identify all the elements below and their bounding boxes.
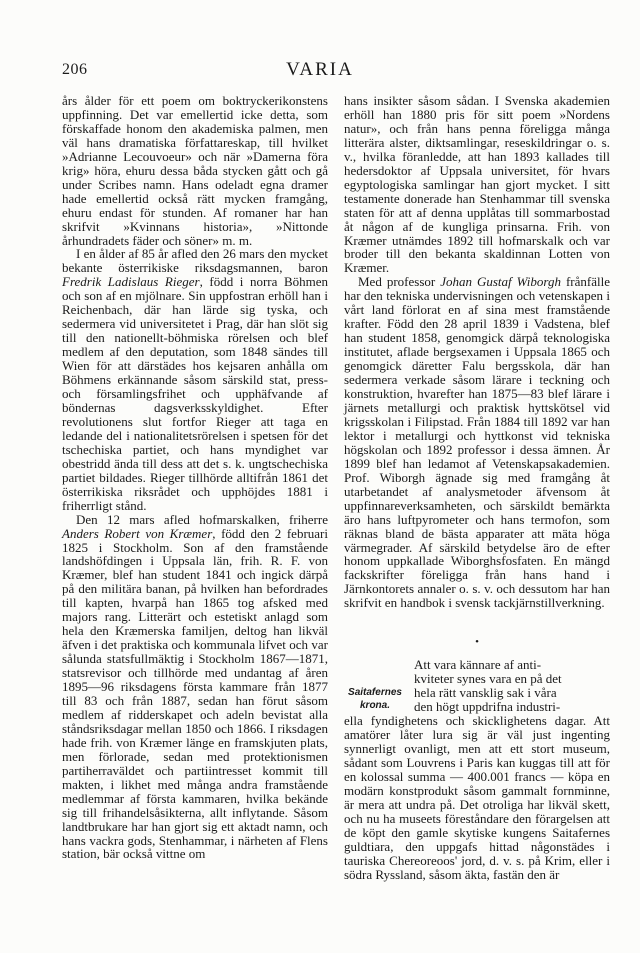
saitafernes-body-text: ella fyndighetens och skicklighetens dagar. Att amatörer låter lura sig är väl just ingenting synnerligt ovanligt, men att ett stort museum, sådant som Louvrens i Paris kan kuggas till att för en kolossal summa — 400.001 francs — köpa en modärn konstprodukt såsom gammalt fornminne, är mera att undra på. Det otroliga har likväl skett, och nu ha museets föreståndare den förargelsen att de köpt den gamle skytiske kungens Saitafernes guldtiara, den uppgafs hittad någonstädes i tauriska Chereoreoos' jord, d. v. s. på Krim, eller i södra Ryssland, såsom äkta, fastän den är: [344, 713, 610, 882]
running-head: VARIA: [286, 59, 354, 80]
paragraph-rieger: [62, 247, 328, 512]
right-column: [344, 94, 610, 882]
rieger-body-text: , född i norra Böhmen och son af en mjölnare. Sin uppfostran erhöll han i Reichenbach, där han lärde sig tyska, och sedermera vid universitetet i Prag, där han slöt sig till den nationellt-böhmiska rörelsen och blef medlem af den deputation, som 1848 sändes till Wien för att därstädes hos kejsaren anhålla om Böhmens erkännande såsom särskild stat, press- och församlingsfrihet och upphäfvande af böndernas dagsverksskyldighet. Efter revolutionens slut fortfor Rieger att taga en ledande del i nationalitetsrörelsen i spetsen för det tschechiska partiet, och hans myndighet var obestridd ända till dess att det s. k. ungtschechiska partiet bildades. Rieger tillhörde alltifrån 1861 det österrikiska riksrådet och upphöjdes 1881 i friherrligt stånd.: [62, 274, 328, 513]
section-separator: •: [475, 636, 479, 649]
paragraph-academy-poem: års ålder för ett poem om boktryckerikonstens uppfinning. Det var emellertid icke detta, som förskaffade honom den akademiska palmen, men väl hans dramatiska författareskap, till hvilket »Adrianne Lecouvoeur» och när »Damerna föra krig» höra, ehuru dessa båda stycken gått och gå under Scribes namn. Hans odeladt egna dramer hade emellertid också rätt mycken framgång, ehuru endast för stunden. Af romaner har han skrifvit »Kvinnans historia», »Nittonde århundradets fäder och söner» m. m.: [62, 93, 328, 248]
narrow-line-4: den högt uppdrifna industri-: [414, 699, 561, 715]
marginal-note: Saitafernes krona.: [348, 687, 402, 711]
kraemer-name: Anders Robert von Kræmer: [62, 525, 213, 541]
narrow-line-2: kviteter synes vara en på det: [414, 671, 562, 687]
kraemer-intro-text: Den 12 mars afled hofmarskalken, friherre: [76, 511, 328, 527]
rieger-intro-text: I en ålder af 85 år afled den 26 mars den mycket bekante österrikiske riksdagsmannen, baron: [62, 246, 328, 276]
paragraph-kraemer-continued: hans insikter såsom sådan. I Svenska akademien erhöll han 1880 pris för sitt poem »Nordens natur», och från hans penna föreligga många litterära alster, diktsamlingar, reseskildringar o. s. v., hvilka föranledde, att han 1893 kallades till hedersdoktor af Uppsala universitet, för hvars egyptologiska samlingar han gjort mycket. I sitt testamente donerade han Stenhammar till svenska staten för att af denna upplåtas till sommarbostad åt någon af de kungliga prinsarna. Frih. von Kræmer utnämdes 1892 till hofmarskalk och var broder till den bekanta skaldinnan Lotten von Kræmer.: [344, 93, 610, 276]
paragraph-wiborgh: [344, 275, 610, 610]
narrow-line-3: hela rätt vansklig sak i våra: [414, 685, 557, 701]
narrow-line-1: Att vara kännare af anti-: [414, 657, 542, 673]
kraemer-body-text: , född den 2 februari 1825 i Stockholm. Son af den framstående landshöfdingen i Uppsala län, frih. R. F. von Kræmer, blef han student 1841 och ingick därpå på den militära banan, på hvilken han befordrades till kapten, hvarpå han 1865 tog afsked med majors rang. Litterärt och estetiskt anlagd som hela den Kræmerska familjen, deltog han likväl äfven i det praktiska och kommunala lifvet och var sålunda statsfullmäktig i Stockholm 1867—1871, statsrevisor och tillhörde med undantag af åren 1895—96 riksdagens första kammare från 1877 till 83 och från 1887, sedan han förut såsom medlem af ridderskapet och adeln bevistat alla ståndsriksdagar mellan 1850 och 1866. I riksdagen hade frih. von Kræmer länge en framskjuten plats, men förlorade, sedan med protektionismen partiherraväldet och partiintresset kommit till makten, i likhet med många andra framstående medlemmar af första kammaren, hvilka bekände sig till frihandelsåsikterna, allt inflytande. Såsom landtbrukare har han gjort sig ett aktadt namn, och hans vackra gods, Stenhammar, i närheten af Flens station, bär också vittne om: [62, 525, 328, 862]
wiborgh-body-text: frånfälle har den tekniska undervisningen och vetenskapen i vårt land förlorat en af sina mest framstående krafter. Född den 28 april 1839 i Vadstena, blef han student 1858, genomgick därpå teknologiska institutet, aflade bergsexamen i Uppsala 1865 och genomgick däretter Falu bergsskola, där han sedermera verkade såsom lärare i teckning och konstruktion, hvarefter han 1875—83 blef lärare i järnets metallurgi och praktisk hyttskötsel vid krigsskolan i Filipstad. Från 1884 till 1892 var han lektor i metallurgi och hyttkonst vid tekniska högskolan och 1892 professor i dessa ämnen. År 1899 blef han ledamot af Vetenskapsakademien. Prof. Wiborgh ägnade sig med framgång åt utarbetandet af analysmetoder äfvensom åt uppfinnareverksamheten, och särskildt bemärkta äro hans luftpyrometer och hans termofon, som räknas bland de bästa apparater att mäta höga värmegrader. Af särskild betydelse äro de efter honom uppkallade Wiborghsfosfaten. En mängd fackskrifter föreligga från hans hand i Järnkontorets annaler o. s. v. och dessutom har han skrifvit en handbok i svensk tackjärnstillverkning.: [344, 274, 610, 611]
wiborgh-name: Johan Gustaf Wiborgh: [440, 274, 561, 290]
left-column: [62, 94, 328, 861]
paragraph-kraemer: [62, 513, 328, 862]
wiborgh-intro-text: Med professor: [358, 274, 441, 290]
page-number: 206: [62, 61, 88, 78]
rieger-name: Fredrik Ladislaus Rieger: [62, 274, 200, 290]
